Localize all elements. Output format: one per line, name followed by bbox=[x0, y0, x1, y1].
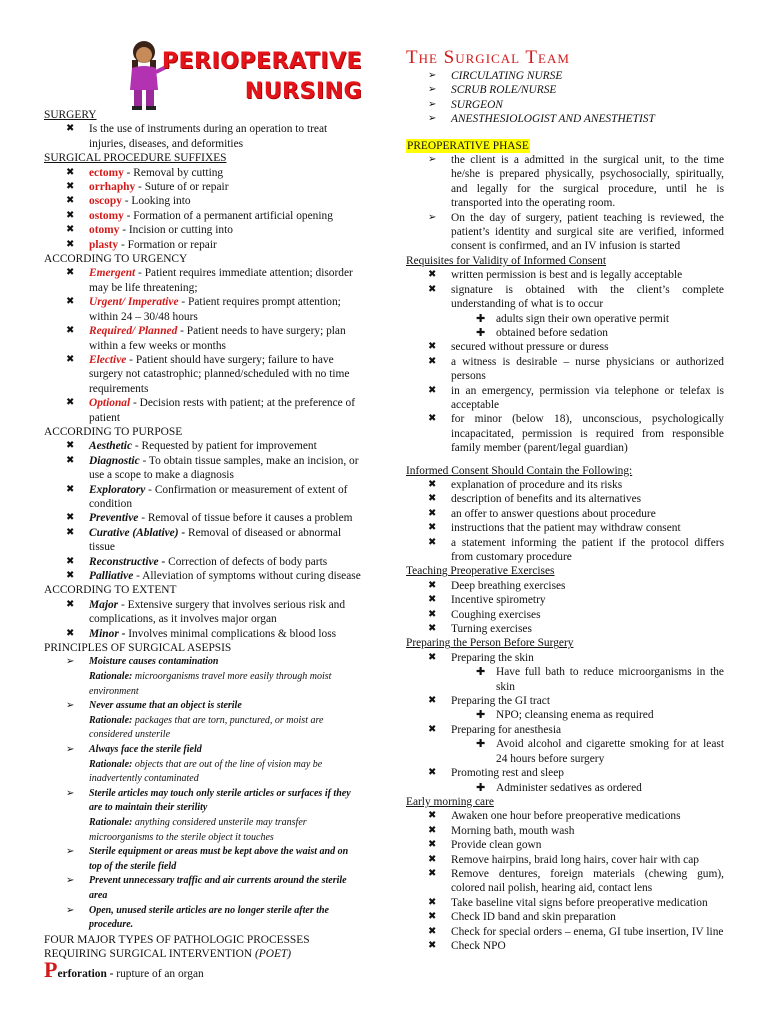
list-item bbox=[44, 396, 362, 425]
suffix-list bbox=[44, 166, 362, 252]
urgency-term: Elective bbox=[89, 353, 127, 366]
asepsis-list bbox=[44, 655, 362, 932]
requisite-text: written permission is best and is legally acceptable bbox=[451, 269, 683, 282]
team-heading: The Surgical Team bbox=[406, 47, 570, 68]
rationale-label: Rationale: bbox=[89, 758, 133, 770]
teaching-list bbox=[406, 579, 724, 637]
suffix-term: orrhaphy bbox=[89, 181, 136, 194]
left-column bbox=[44, 0, 362, 981]
urgency-desc: - Patient requires prompt attention; within 24 – 30/48 hours bbox=[89, 296, 341, 323]
phase-heading-row bbox=[406, 139, 724, 153]
preparing-text: Preparing the skin bbox=[451, 651, 534, 664]
preparing-text: Promoting rest and sleep bbox=[451, 767, 564, 780]
list-item bbox=[44, 166, 362, 180]
preparing-sub: NPO; cleansing enema as required bbox=[496, 709, 654, 722]
right-column bbox=[406, 0, 724, 953]
team-list bbox=[406, 69, 724, 127]
requisite-text: a witness is desirable – nurse physicians or authorized persons bbox=[451, 355, 724, 383]
extent-list bbox=[44, 598, 362, 641]
list-item bbox=[406, 492, 724, 506]
preparing-text: Preparing the GI tract bbox=[451, 695, 550, 708]
requisites-list bbox=[406, 268, 724, 455]
urgency-desc: - Patient needs to have surgery; plan within a few weeks or months bbox=[89, 325, 346, 352]
urgency-desc: - Patient requires immediate attention; disorder may be life threatening; bbox=[89, 267, 353, 294]
list-item bbox=[406, 910, 724, 924]
teaching-text: Turning exercises bbox=[451, 623, 532, 636]
purpose-desc: - Alleviation of symptoms without curing disease bbox=[133, 570, 361, 582]
list-item bbox=[406, 312, 724, 326]
list-item bbox=[406, 83, 724, 97]
list-item bbox=[44, 238, 362, 252]
rationale-label: Rationale: bbox=[89, 671, 133, 683]
requisites-heading: Requisites for Validity of Informed Consent bbox=[406, 254, 607, 267]
asepsis-principle: ➢ Sterile equipment or areas must be kept above the waist and on top of the sterile field bbox=[89, 846, 349, 872]
suffix-desc: - Incision or cutting into bbox=[119, 224, 233, 237]
list-item bbox=[406, 69, 724, 83]
list-item bbox=[406, 723, 724, 737]
list-item bbox=[44, 555, 362, 569]
urgency-desc: - Patient should have surgery; failure to have surgery not catastrophic; planned/scheduled with no time requirements bbox=[89, 353, 350, 395]
purpose-desc: - Requested by patient for improvement bbox=[132, 440, 317, 453]
perforation-term: erforation - bbox=[57, 967, 114, 980]
purpose-desc: - Removal of tissue before it causes a problem bbox=[138, 512, 353, 525]
poet-heading-text: FOUR MAJOR TYPES OF PATHOLOGIC PROCESSES REQUIRING SURGICAL INTERVENTION bbox=[44, 933, 310, 961]
extent-desc: - Extensive surgery that involves serious risk and complications, as it involves major organ bbox=[89, 598, 346, 626]
list-item bbox=[406, 478, 724, 492]
list-item bbox=[44, 904, 362, 933]
morning-text: Take baseline vital signs before preoperative medication bbox=[451, 896, 708, 909]
list-item bbox=[44, 655, 362, 699]
list-item bbox=[406, 781, 724, 795]
morning-text: Check for special orders – enema, GI tube insertion, IV line bbox=[451, 925, 724, 938]
purpose-desc: - Confirmation or measurement of extent of condition bbox=[89, 483, 348, 510]
list-item bbox=[44, 598, 362, 627]
list-item bbox=[44, 874, 362, 903]
poet-heading bbox=[44, 933, 362, 962]
list-item bbox=[406, 809, 724, 823]
asepsis-principle: ➢ Open, unused sterile articles are no longer sterile after the procedure. bbox=[89, 904, 329, 931]
morning-text: Check NPO bbox=[451, 939, 506, 952]
suffix-term: oscopy bbox=[89, 195, 122, 208]
team-member: SURGEON bbox=[451, 98, 503, 111]
extent-term: Major bbox=[89, 598, 119, 611]
teaching-heading: Teaching Preoperative Exercises bbox=[406, 565, 555, 578]
asepsis-principle: ➢ Prevent unnecessary traffic and air currents around the sterile area bbox=[89, 875, 347, 901]
preparing-heading: Preparing the Person Before Surgery bbox=[406, 637, 574, 650]
morning-text: Remove hairpins, braid long hairs, cover hair with cap bbox=[451, 853, 699, 866]
list-item bbox=[406, 412, 724, 455]
urgency-term: Required/ Planned bbox=[89, 325, 178, 338]
suffix-heading: SURGICAL PROCEDURE SUFFIXES bbox=[44, 152, 227, 165]
list-item bbox=[44, 295, 362, 324]
consent-text: a statement informing the patient if the protocol differs from customary procedure bbox=[451, 536, 724, 563]
preparing-sub: Administer sedatives as ordered bbox=[496, 781, 642, 794]
list-item bbox=[406, 283, 724, 312]
list-item bbox=[44, 845, 362, 874]
consent-heading: Informed Consent Should Contain the Following: bbox=[406, 464, 633, 477]
list-item bbox=[406, 384, 724, 413]
list-item bbox=[44, 569, 362, 583]
urgency-term: Optional bbox=[89, 397, 131, 410]
asepsis-principle: ➢ Moisture causes contamination bbox=[89, 656, 219, 668]
consent-text: explanation of procedure and its risks bbox=[451, 478, 623, 491]
list-item bbox=[406, 98, 724, 112]
requisite-text: in an emergency, permission via telephone or telefax is acceptable bbox=[451, 384, 724, 411]
list-item bbox=[44, 511, 362, 525]
extent-desc: Involves minimal complications & blood loss bbox=[125, 627, 337, 640]
suffix-desc: - Formation of a permanent artificial opening bbox=[123, 209, 333, 222]
purpose-term: Diagnostic bbox=[89, 454, 140, 467]
rationale-label: Rationale: bbox=[89, 714, 133, 726]
surgery-list bbox=[44, 122, 362, 151]
perforation-line bbox=[44, 956, 362, 982]
list-item bbox=[44, 194, 362, 208]
list-item bbox=[406, 153, 724, 211]
morning-text: Morning bath, mouth wash bbox=[451, 824, 575, 837]
list-item bbox=[44, 209, 362, 223]
teaching-text: Deep breathing exercises bbox=[451, 579, 566, 592]
list-item bbox=[406, 211, 724, 254]
suffix-desc: - Looking into bbox=[121, 195, 191, 208]
phase-list bbox=[406, 153, 724, 254]
requisite-text: secured without pressure or duress bbox=[451, 341, 609, 354]
list-item bbox=[44, 353, 362, 396]
list-item bbox=[406, 536, 724, 565]
urgency-term: Emergent bbox=[89, 267, 136, 280]
morning-text: Check ID band and skin preparation bbox=[451, 911, 616, 924]
list-item bbox=[406, 593, 724, 607]
list-item bbox=[406, 622, 724, 636]
team-member: ANESTHESIOLOGIST AND ANESTHETIST bbox=[451, 113, 655, 126]
purpose-term: Preventive bbox=[89, 512, 139, 525]
list-item bbox=[44, 454, 362, 483]
list-item bbox=[44, 266, 362, 295]
surgery-definition: Is the use of instruments during an operation to treat injuries, diseases, and deformities bbox=[89, 123, 328, 150]
list-item bbox=[44, 483, 362, 512]
suffix-term: ostomy bbox=[89, 209, 124, 222]
list-item bbox=[406, 507, 724, 521]
requisite-sub: obtained before sedation bbox=[496, 326, 608, 339]
list-item bbox=[44, 787, 362, 845]
list-item bbox=[44, 627, 362, 641]
rationale-text: packages that are torn, punctured, or moist are considered unsterile bbox=[89, 714, 324, 741]
urgency-term: Urgent/ Imperative bbox=[89, 296, 179, 309]
list-item bbox=[406, 708, 724, 722]
title-line-2: NURSING bbox=[244, 79, 362, 104]
list-item bbox=[44, 223, 362, 237]
extent-heading: ACCORDING TO EXTENT bbox=[44, 584, 177, 597]
suffix-term: plasty bbox=[89, 238, 119, 251]
phase-heading: PREOPERATIVE PHASE bbox=[407, 139, 529, 152]
preparing-sub: Avoid alcohol and cigarette smoking for at least 24 hours before surgery bbox=[496, 738, 724, 765]
team-member: CIRCULATING NURSE bbox=[451, 70, 563, 82]
list-item bbox=[44, 122, 362, 151]
list-item bbox=[406, 694, 724, 708]
list-item bbox=[44, 743, 362, 787]
morning-list bbox=[406, 809, 724, 953]
rationale-text: objects that are out of the line of vision may be inadvertently contaminated bbox=[89, 758, 323, 785]
purpose-heading: ACCORDING TO PURPOSE bbox=[44, 425, 183, 438]
urgency-list bbox=[44, 266, 362, 424]
rationale-text: microorganisms travel more easily through moist environment bbox=[89, 671, 332, 697]
list-item bbox=[406, 838, 724, 852]
list-item bbox=[406, 355, 724, 384]
requisite-text: for minor (below 18), unconscious, psychologically incapacitated, permission is required from responsible family member (parent/legal guardian) bbox=[451, 413, 724, 455]
list-item bbox=[406, 925, 724, 939]
asepsis-principle: ➢ Sterile articles may touch only sterile articles or surfaces if they are to maintain their sterility bbox=[89, 787, 351, 814]
suffix-desc: - Formation or repair bbox=[118, 238, 217, 251]
requisite-text: signature is obtained with the client’s complete understanding of what is to occur bbox=[451, 283, 724, 311]
list-item bbox=[406, 867, 724, 896]
requisite-sub: adults sign their own operative permit bbox=[496, 312, 670, 325]
teaching-text: Coughing exercises bbox=[451, 608, 541, 621]
asepsis-principle: ➢ Never assume that an object is sterile bbox=[89, 700, 242, 712]
preparing-list bbox=[406, 651, 724, 795]
list-item bbox=[44, 699, 362, 743]
suffix-term: ectomy bbox=[89, 166, 124, 179]
list-item bbox=[44, 526, 362, 555]
extent-term: Minor - bbox=[89, 627, 126, 640]
team-member: SCRUB ROLE/NURSE bbox=[451, 84, 557, 97]
list-item bbox=[406, 521, 724, 535]
purpose-term: Reconstructive - bbox=[89, 555, 166, 568]
poet-tag: (POET) bbox=[254, 948, 292, 961]
purpose-desc: Removal of diseased or abnormal tissue bbox=[89, 526, 342, 554]
asepsis-heading: PRINCIPLES OF SURGICAL ASEPSIS bbox=[44, 642, 232, 655]
teaching-text: Incentive spirometry bbox=[451, 594, 546, 607]
list-item bbox=[406, 853, 724, 867]
perforation-letter: P bbox=[44, 956, 58, 982]
morning-text: Remove dentures, foreign materials (chewing gum), colored nail polish, hearing aid, contact lens bbox=[451, 867, 724, 895]
morning-heading: Early morning care bbox=[406, 795, 494, 808]
rationale-text: anything considered unsterile may transfer microorganisms to the sterile object it touches bbox=[89, 816, 307, 843]
list-item bbox=[406, 665, 724, 694]
urgency-heading: ACCORDING TO URGENCY bbox=[44, 253, 188, 266]
perforation-desc: rupture of an organ bbox=[113, 967, 204, 980]
purpose-desc: Correction of defects of body parts bbox=[165, 555, 328, 568]
title-line-1: PERIOPERATIVE bbox=[161, 49, 362, 74]
morning-text: Provide clean gown bbox=[451, 839, 542, 852]
consent-text: description of benefits and its alternatives bbox=[451, 493, 642, 506]
phase-text: the client is a admitted in the surgical unit, to the time he/she is prepared physically, psychosocially, spiritually, and legally for the surgical procedure, until he is transported into the operating room. bbox=[451, 154, 724, 210]
list-item bbox=[406, 824, 724, 838]
list-item bbox=[406, 340, 724, 354]
list-item bbox=[406, 579, 724, 593]
consent-text: instructions that the patient may withdraw consent bbox=[451, 522, 681, 535]
list-item bbox=[406, 268, 724, 282]
title-block bbox=[44, 0, 362, 106]
purpose-term: Curative (Ablative) - bbox=[89, 526, 186, 539]
suffix-desc: - Removal by cutting bbox=[123, 166, 224, 179]
list-item bbox=[406, 326, 724, 340]
list-item bbox=[406, 939, 724, 953]
morning-text: Awaken one hour before preoperative medications bbox=[451, 810, 681, 823]
list-item bbox=[44, 439, 362, 453]
consent-text: an offer to answer questions about procedure bbox=[451, 507, 656, 520]
list-item bbox=[406, 737, 724, 766]
phase-text: On the day of surgery, patient teaching is reviewed, the patient’s identity and surgical site are verified, informed consent is confirmed, and an IV infusion is started bbox=[451, 211, 724, 253]
preparing-sub: Have full bath to reduce microorganisms in the skin bbox=[496, 666, 724, 693]
urgency-desc: - Decision rests with patient; at the preference of patient bbox=[89, 397, 356, 424]
consent-list bbox=[406, 478, 724, 564]
list-item bbox=[406, 651, 724, 665]
list-item bbox=[44, 180, 362, 194]
asepsis-principle: ➢ Always face the sterile field bbox=[89, 744, 202, 755]
suffix-desc: - Suture of or repair bbox=[135, 181, 229, 194]
surgery-heading: SURGERY bbox=[44, 109, 97, 121]
list-item bbox=[406, 766, 724, 780]
list-item bbox=[44, 324, 362, 353]
suffix-term: otomy bbox=[89, 224, 120, 237]
list-item bbox=[406, 608, 724, 622]
rationale-label: Rationale: bbox=[89, 816, 133, 828]
preparing-text: Preparing for anesthesia bbox=[451, 723, 562, 736]
purpose-term: Palliative bbox=[89, 570, 134, 582]
purpose-desc: - To obtain tissue samples, make an incision, or use a scope to make a diagnosis bbox=[89, 454, 359, 482]
purpose-term: Exploratory bbox=[89, 483, 146, 496]
list-item bbox=[406, 112, 724, 126]
purpose-term: Aesthetic bbox=[89, 440, 133, 453]
purpose-list bbox=[44, 439, 362, 583]
list-item bbox=[406, 896, 724, 910]
